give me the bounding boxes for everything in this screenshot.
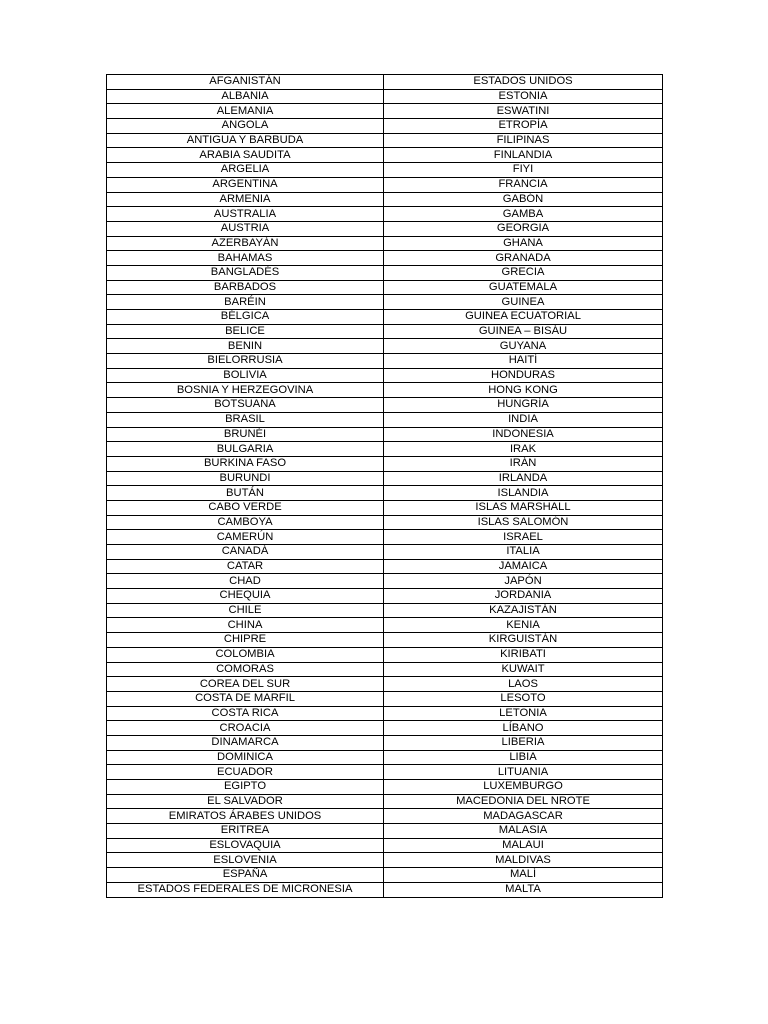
country-cell-left: BIELORRUSIA <box>107 354 384 369</box>
country-cell-right: GRECIA <box>384 265 663 280</box>
table-row <box>107 339 663 354</box>
table-row <box>107 662 663 677</box>
country-cell-left: AZERBAYÁN <box>107 236 384 251</box>
country-cell-right: ISLAS SALOMÓN <box>384 515 663 530</box>
country-cell-right: ESTADOS UNIDOS <box>384 75 663 90</box>
table-row <box>107 853 663 868</box>
table-row <box>107 574 663 589</box>
country-cell-left: ESPAÑA <box>107 868 384 883</box>
country-cell-left: BARBADOS <box>107 280 384 295</box>
country-cell-right: INDIA <box>384 412 663 427</box>
countries-table <box>106 74 663 898</box>
table-row <box>107 515 663 530</box>
table-row <box>107 603 663 618</box>
country-cell-right: INDONESIA <box>384 427 663 442</box>
table-row <box>107 280 663 295</box>
country-cell-right: ISLAS MARSHALL <box>384 500 663 515</box>
country-cell-left: CHINA <box>107 618 384 633</box>
country-cell-left: EGIPTO <box>107 780 384 795</box>
country-cell-left: ECUADOR <box>107 765 384 780</box>
table-row <box>107 809 663 824</box>
country-cell-right: JAMAICA <box>384 559 663 574</box>
country-cell-right: MALDIVAS <box>384 853 663 868</box>
country-cell-right: GAMBA <box>384 207 663 222</box>
country-cell-right: LAOS <box>384 677 663 692</box>
country-cell-left: BUTÁN <box>107 486 384 501</box>
table-row <box>107 589 663 604</box>
country-cell-left: CAMBOYA <box>107 515 384 530</box>
country-cell-right: JAPÓN <box>384 574 663 589</box>
country-cell-right: HUNGRÍA <box>384 398 663 413</box>
country-cell-left: ARABIA SAUDITA <box>107 148 384 163</box>
country-cell-right: GUINEA <box>384 295 663 310</box>
country-cell-right: HONG KONG <box>384 383 663 398</box>
country-cell-right: JORDANIA <box>384 589 663 604</box>
table-row <box>107 148 663 163</box>
table-row <box>107 633 663 648</box>
table-row <box>107 780 663 795</box>
table-row <box>107 735 663 750</box>
country-cell-right: GHANA <box>384 236 663 251</box>
country-cell-left: BANGLADÉS <box>107 265 384 280</box>
table-row <box>107 251 663 266</box>
table-row <box>107 163 663 178</box>
table-row <box>107 207 663 222</box>
table-row <box>107 133 663 148</box>
country-cell-right: GABÓN <box>384 192 663 207</box>
table-row <box>107 192 663 207</box>
country-cell-right: LETONIA <box>384 706 663 721</box>
table-row <box>107 794 663 809</box>
country-cell-right: ESTONIA <box>384 89 663 104</box>
country-cell-right: ESWATINI <box>384 104 663 119</box>
table-row <box>107 398 663 413</box>
country-cell-left: ERITREA <box>107 824 384 839</box>
table-row <box>107 427 663 442</box>
table-row <box>107 354 663 369</box>
table-row <box>107 486 663 501</box>
table-row <box>107 295 663 310</box>
table-row <box>107 838 663 853</box>
country-cell-right: MALTA <box>384 882 663 897</box>
country-cell-left: ESLOVAQUIA <box>107 838 384 853</box>
country-cell-right: HONDURAS <box>384 368 663 383</box>
country-cell-left: CHIPRE <box>107 633 384 648</box>
country-cell-right: KIRGUISTÁN <box>384 633 663 648</box>
table-row <box>107 706 663 721</box>
table-row <box>107 89 663 104</box>
country-cell-left: BÉLGICA <box>107 310 384 325</box>
country-cell-left: BOSNIA Y HERZEGOVINA <box>107 383 384 398</box>
country-cell-left: BRASIL <box>107 412 384 427</box>
country-cell-left: ARGELIA <box>107 163 384 178</box>
table-row <box>107 691 663 706</box>
country-cell-right: GUINEA ECUATORIAL <box>384 310 663 325</box>
country-cell-right: FINLANDIA <box>384 148 663 163</box>
country-cell-left: CATAR <box>107 559 384 574</box>
country-cell-left: ARMENIA <box>107 192 384 207</box>
table-row <box>107 721 663 736</box>
country-cell-right: ISLANDIA <box>384 486 663 501</box>
country-cell-left: COSTA RICA <box>107 706 384 721</box>
country-cell-right: MALÍ <box>384 868 663 883</box>
table-row <box>107 177 663 192</box>
country-cell-left: BENIN <box>107 339 384 354</box>
country-cell-left: DINAMARCA <box>107 735 384 750</box>
table-row <box>107 677 663 692</box>
country-cell-left: CABO VERDE <box>107 500 384 515</box>
country-cell-left: AUSTRALIA <box>107 207 384 222</box>
country-cell-right: IRAK <box>384 442 663 457</box>
country-cell-right: GUINEA – BISÁU <box>384 324 663 339</box>
country-cell-right: IRLANDA <box>384 471 663 486</box>
country-cell-right: LÍBANO <box>384 721 663 736</box>
table-row <box>107 412 663 427</box>
country-cell-left: CHEQUIA <box>107 589 384 604</box>
country-cell-left: ESTADOS FEDERALES DE MICRONESIA <box>107 882 384 897</box>
table-row <box>107 559 663 574</box>
country-cell-left: EMIRATOS ÁRABES UNIDOS <box>107 809 384 824</box>
country-cell-right: GUATEMALA <box>384 280 663 295</box>
country-cell-right: LITUANIA <box>384 765 663 780</box>
country-cell-left: BOLIVIA <box>107 368 384 383</box>
countries-table-body <box>107 75 663 898</box>
country-cell-left: COSTA DE MARFIL <box>107 691 384 706</box>
country-cell-right: FRANCIA <box>384 177 663 192</box>
table-row <box>107 324 663 339</box>
country-cell-right: KAZAJISTÁN <box>384 603 663 618</box>
country-cell-left: AUSTRIA <box>107 221 384 236</box>
country-cell-right: LUXEMBURGO <box>384 780 663 795</box>
table-row <box>107 265 663 280</box>
country-cell-left: COREA DEL SUR <box>107 677 384 692</box>
table-row <box>107 75 663 90</box>
country-cell-left: BURKINA FASO <box>107 456 384 471</box>
country-cell-right: FIYI <box>384 163 663 178</box>
table-row <box>107 104 663 119</box>
table-row <box>107 545 663 560</box>
table-row <box>107 456 663 471</box>
table-row <box>107 471 663 486</box>
country-cell-right: LIBERIA <box>384 735 663 750</box>
country-cell-left: ANTIGUA Y BARBUDA <box>107 133 384 148</box>
country-cell-right: FILIPINAS <box>384 133 663 148</box>
country-cell-right: MACEDONIA DEL NROTE <box>384 794 663 809</box>
table-row <box>107 310 663 325</box>
country-cell-left: CAMERÚN <box>107 530 384 545</box>
table-row <box>107 868 663 883</box>
country-cell-right: ETROPÍA <box>384 119 663 134</box>
table-row <box>107 442 663 457</box>
country-cell-left: ALEMANIA <box>107 104 384 119</box>
country-cell-right: KIRIBATI <box>384 647 663 662</box>
country-cell-left: ESLOVENIA <box>107 853 384 868</box>
country-cell-left: ALBANIA <box>107 89 384 104</box>
country-cell-left: BARÉIN <box>107 295 384 310</box>
table-row <box>107 750 663 765</box>
table-row <box>107 500 663 515</box>
country-cell-left: COLOMBIA <box>107 647 384 662</box>
country-cell-left: ANGOLA <box>107 119 384 134</box>
country-cell-left: EL SALVADOR <box>107 794 384 809</box>
table-row <box>107 119 663 134</box>
country-cell-right: HAITÍ <box>384 354 663 369</box>
table-row <box>107 765 663 780</box>
country-cell-left: BRUNÉI <box>107 427 384 442</box>
table-row <box>107 368 663 383</box>
country-cell-left: CROACIA <box>107 721 384 736</box>
table-row <box>107 221 663 236</box>
country-cell-right: KENIA <box>384 618 663 633</box>
table-row <box>107 647 663 662</box>
country-cell-right: ISRAEL <box>384 530 663 545</box>
country-cell-left: COMORAS <box>107 662 384 677</box>
country-cell-right: LIBIA <box>384 750 663 765</box>
country-cell-right: MALASIA <box>384 824 663 839</box>
country-cell-right: GRANADA <box>384 251 663 266</box>
country-cell-right: LESOTO <box>384 691 663 706</box>
country-cell-right: MADAGASCAR <box>384 809 663 824</box>
country-cell-right: GEORGIA <box>384 221 663 236</box>
country-cell-right: IRÁN <box>384 456 663 471</box>
table-row <box>107 618 663 633</box>
country-cell-left: ARGENTINA <box>107 177 384 192</box>
country-cell-left: BOTSUANA <box>107 398 384 413</box>
country-cell-left: CHILE <box>107 603 384 618</box>
country-cell-left: BURUNDI <box>107 471 384 486</box>
country-cell-right: ITALIA <box>384 545 663 560</box>
country-cell-left: DOMINICA <box>107 750 384 765</box>
country-cell-left: BAHAMAS <box>107 251 384 266</box>
country-cell-left: BULGARIA <box>107 442 384 457</box>
country-cell-left: BELICE <box>107 324 384 339</box>
table-row <box>107 530 663 545</box>
country-cell-right: KUWAIT <box>384 662 663 677</box>
table-row <box>107 236 663 251</box>
table-row <box>107 882 663 897</box>
table-row <box>107 383 663 398</box>
country-cell-left: CANADÁ <box>107 545 384 560</box>
table-row <box>107 824 663 839</box>
country-cell-left: CHAD <box>107 574 384 589</box>
country-cell-left: AFGANISTÁN <box>107 75 384 90</box>
country-cell-right: MALAUI <box>384 838 663 853</box>
country-cell-right: GUYANA <box>384 339 663 354</box>
